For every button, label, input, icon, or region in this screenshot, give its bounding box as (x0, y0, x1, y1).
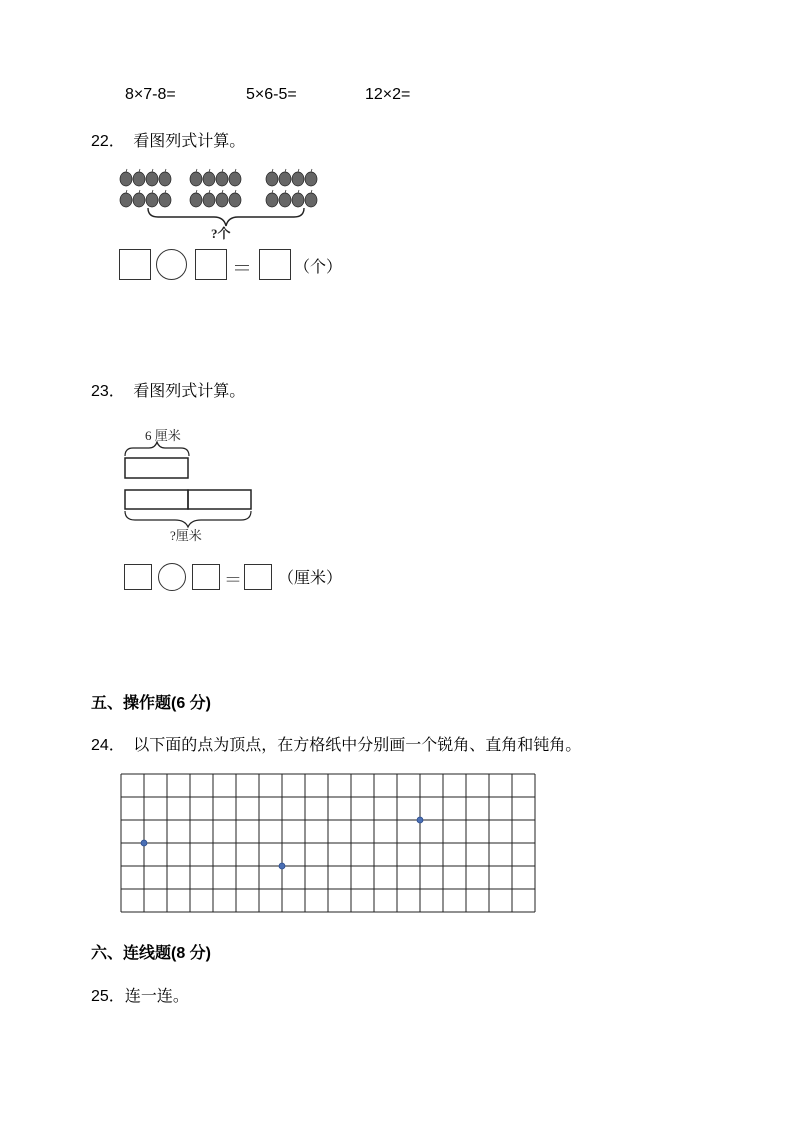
apple-icon (305, 172, 317, 186)
q22-title (91, 128, 245, 151)
apple-icon (133, 193, 145, 207)
q23-unit: （厘米） (278, 570, 343, 587)
q25-prompt: 连一连。 (124, 988, 189, 1005)
apple-stem-icon (272, 190, 273, 193)
q23-bottom-brace (125, 511, 251, 527)
apple-icon (229, 172, 241, 186)
q22-equals: ＝ (232, 258, 252, 280)
q23-number: 23． (91, 383, 125, 400)
q22-prompt: 看图列式计算。 (133, 133, 246, 150)
q23-short-bar (125, 458, 188, 478)
q22-unit: （个） (294, 259, 343, 276)
apple-stem-icon (235, 169, 236, 172)
q23-answer-box-2[interactable] (192, 564, 220, 590)
apple-icon (305, 193, 317, 207)
apple-icon (146, 193, 158, 207)
q23-result-box[interactable] (244, 564, 272, 590)
q22-answer-box-2[interactable] (195, 249, 227, 280)
apple-icon (216, 193, 228, 207)
q24-number: 24． (91, 737, 125, 754)
apple-stem-icon (126, 169, 127, 172)
vertex-point-3[interactable] (417, 817, 423, 823)
apple-stem-icon (196, 169, 197, 172)
apple-icon (203, 172, 215, 186)
q22-figure (116, 166, 336, 246)
apple-stem-icon (209, 169, 210, 172)
apple-stem-icon (165, 190, 166, 193)
q23-operator-circle[interactable] (158, 563, 186, 591)
q22-brace-label: ?个 (211, 226, 231, 241)
apple-icon (190, 172, 202, 186)
apple-icon (190, 193, 202, 207)
q23-figure (118, 422, 263, 548)
section-5-heading: 五、操作题(6 分) (91, 695, 212, 712)
apple-icon (266, 172, 278, 186)
apple-stem-icon (235, 190, 236, 193)
apple-stem-icon (272, 169, 273, 172)
apple-stem-icon (139, 169, 140, 172)
apple-icon (229, 193, 241, 207)
q23-long-bar-part-2 (188, 490, 251, 509)
q24-title (91, 732, 581, 755)
apple-stem-icon (209, 190, 210, 193)
q23-bottom-label: ?厘米 (170, 528, 202, 543)
q23-prompt: 看图列式计算。 (133, 383, 246, 400)
apple-icon (146, 172, 158, 186)
apple-stem-icon (196, 190, 197, 193)
expression-3: 12×2= (365, 86, 411, 103)
q23-title (91, 378, 245, 401)
apple-icon (266, 193, 278, 207)
q22-operator-circle[interactable] (156, 249, 187, 280)
apple-icon (120, 193, 132, 207)
apple-icon (159, 172, 171, 186)
vertex-point-2[interactable] (279, 863, 285, 869)
apple-stem-icon (285, 169, 286, 172)
section-6-heading: 六、连线题(8 分) (91, 945, 212, 962)
apple-icon (279, 193, 291, 207)
apple-stem-icon (152, 169, 153, 172)
q22-brace (148, 208, 304, 226)
apple-stem-icon (298, 169, 299, 172)
apple-groups (120, 169, 317, 207)
q22-answer-box-1[interactable] (119, 249, 151, 280)
apple-icon (159, 193, 171, 207)
apple-icon (292, 193, 304, 207)
expression-1: 8×7-8= (125, 86, 176, 103)
q23-equals: ＝ (224, 570, 242, 590)
apple-stem-icon (222, 169, 223, 172)
apple-stem-icon (152, 190, 153, 193)
apple-icon (279, 172, 291, 186)
q23-long-bar-part-1 (125, 490, 188, 509)
apple-icon (292, 172, 304, 186)
apple-stem-icon (311, 190, 312, 193)
apple-stem-icon (126, 190, 127, 193)
q23-top-brace (125, 442, 189, 456)
q23-top-label: 6 厘米 (145, 428, 181, 443)
apple-stem-icon (298, 190, 299, 193)
q24-prompt: 以下面的点为顶点，在方格纸中分别画一个锐角、直角和钝角。 (133, 737, 582, 754)
apple-stem-icon (311, 169, 312, 172)
vertex-point-1[interactable] (141, 840, 147, 846)
square-grid-paper[interactable] (120, 773, 538, 917)
apple-stem-icon (139, 190, 140, 193)
apple-stem-icon (165, 169, 166, 172)
apple-icon (120, 172, 132, 186)
apple-icon (216, 172, 228, 186)
apple-icon (203, 193, 215, 207)
q25-title (91, 983, 189, 1006)
apple-stem-icon (222, 190, 223, 193)
apple-stem-icon (285, 190, 286, 193)
q22-result-box[interactable] (259, 249, 291, 280)
q25-number: 25． (91, 988, 125, 1005)
apple-icon (133, 172, 145, 186)
q22-number: 22． (91, 133, 125, 150)
q23-answer-box-1[interactable] (124, 564, 152, 590)
expression-2: 5×6-5= (246, 86, 297, 103)
